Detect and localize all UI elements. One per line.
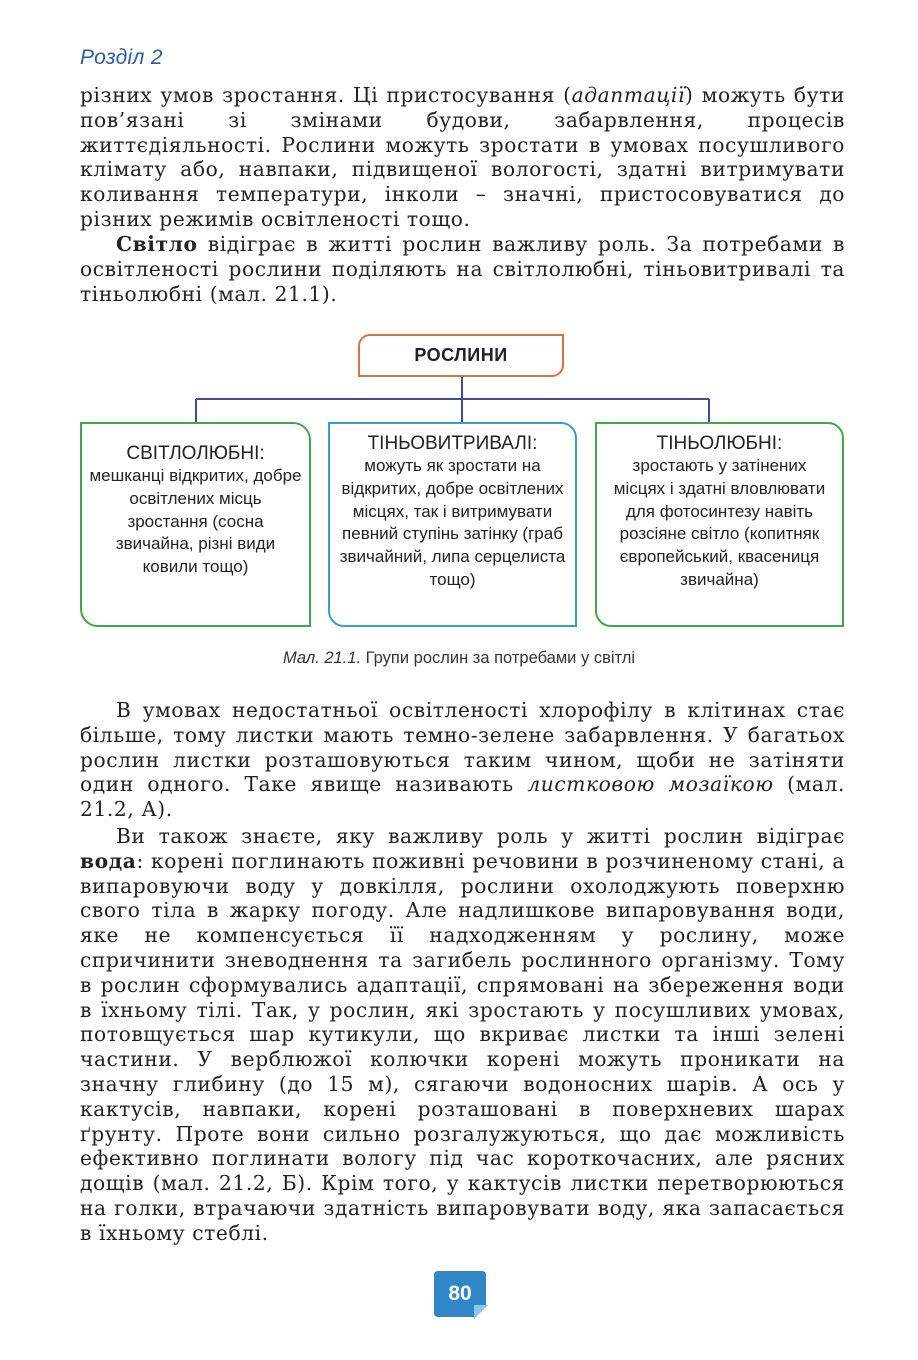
category-light-loving bbox=[80, 422, 311, 627]
paragraph-2-text: відіграє в житті рослин важливу роль. За потребами в освітленості рослини поділяють на світлолюбні, тіньовитривалі та тіньолюбні (мал. 21.1). bbox=[80, 232, 845, 306]
category-description: мешканці відкритих, добре освітлених місць зростання (сосна звичайна, різні види ковили тощо) bbox=[89, 466, 302, 577]
term-light: Світло bbox=[116, 232, 198, 256]
paragraph-4-text-b: : корені поглинають поживні речовини в розчиненому стані, а випаровуючи воду у довкілля, рослини охолоджують поверхню свого тіла в жарку погоду. Але надлишкове випаровування води, яке не компенсується її надходженням у рослину, може спричинити зневоднення та загибель рослинного організму. Тому в рослин сформувались адаптації, спрямовані на збереження води в їхньому тілі. Так, у рослин, які зростають у посушливих умовах, потовщується шар кутикули, що вкриває листки та інші зелені частини. У верблюжої колючки корені можуть проникати на значну глибину (до 15 м), сягаючи водоносних шарів. А ось у кактусів, навпаки, корені розташовані в поверхневих шарах ґрунту. Проте вони сильно розгалужуються, що дає можливість ефективно поглинати вологу під час короткочасних, але рясних дощів (мал. 21.2, Б). Крім того, у кактусів листки перетворюються на голки, втрачаючи здатність випаровувати воду, яка запасається в їхньому стеблі. bbox=[80, 848, 845, 1245]
paragraph-1 bbox=[80, 83, 845, 232]
page-number: 80 bbox=[434, 1271, 486, 1317]
term-water: вода bbox=[80, 848, 137, 873]
category-description: можуть як зростати на відкритих, добре освітлених місцях, так і витримувати певний ступінь затінку (граб звичайний, липа серцелиста тощо) bbox=[339, 456, 566, 589]
paragraph-1-text-a: різних умов зростання. Ці пристосування ( bbox=[80, 83, 572, 107]
paragraph-4-text-a: Ви також знаєте, яку важливу роль у житті рослин відіграє bbox=[116, 824, 845, 848]
figure-ref: Мал. 21.1. bbox=[282, 649, 362, 667]
page-curl-decoration bbox=[474, 1305, 488, 1319]
paragraph-3 bbox=[80, 698, 845, 822]
paragraph-4 bbox=[80, 824, 845, 1246]
figure-caption-text: Групи рослин за потребами у світлі bbox=[361, 649, 635, 667]
category-shade-tolerant bbox=[328, 422, 577, 627]
term-adaptations: адаптації bbox=[571, 83, 686, 107]
paragraph-2 bbox=[80, 232, 845, 306]
paragraph-3-text-a: В умовах недостатньої освітленості хлорофілу в клітинах стає більше, тому листки мають темно-зелене забарвлення. У багатьох рослин листки розташовуються таким чином, щоби не затіняти один одного. Таке явище називають bbox=[80, 698, 845, 797]
category-title: ТІНЬОЛЮБНІ: bbox=[656, 433, 783, 454]
category-description: зростають у затінених місцях і здатні вловлювати для фотосинтезу навіть розсіяне світло (копитняк європейський, квасениця звичайна) bbox=[613, 456, 826, 589]
category-title: ТІНЬОВИТРИВАЛІ: bbox=[367, 433, 538, 454]
paragraph-3-text-b: (мал. 21.2, А). bbox=[80, 772, 845, 822]
figure-caption bbox=[0, 649, 918, 668]
category-shade-loving bbox=[595, 422, 844, 627]
term-leaf-mosaic: листковою мозаїкою bbox=[527, 772, 774, 797]
category-title: СВІТЛОЛЮБНІ: bbox=[126, 443, 265, 464]
diagram-root-plants: РОСЛИНИ bbox=[358, 334, 564, 377]
section-label: Розділ 2 bbox=[80, 46, 163, 69]
paragraph-1-text-b: ) можуть бути пов’язані зі змінами будови, забарвлення, процесів життєдіяльності. Рослини можуть зростати в умовах посушливого клімату або, навпаки, підвищеної вологості, здатні витримувати коливання температури, інколи – значні, пристосовуватися до різних режимів освітленості тощо. bbox=[80, 83, 845, 231]
